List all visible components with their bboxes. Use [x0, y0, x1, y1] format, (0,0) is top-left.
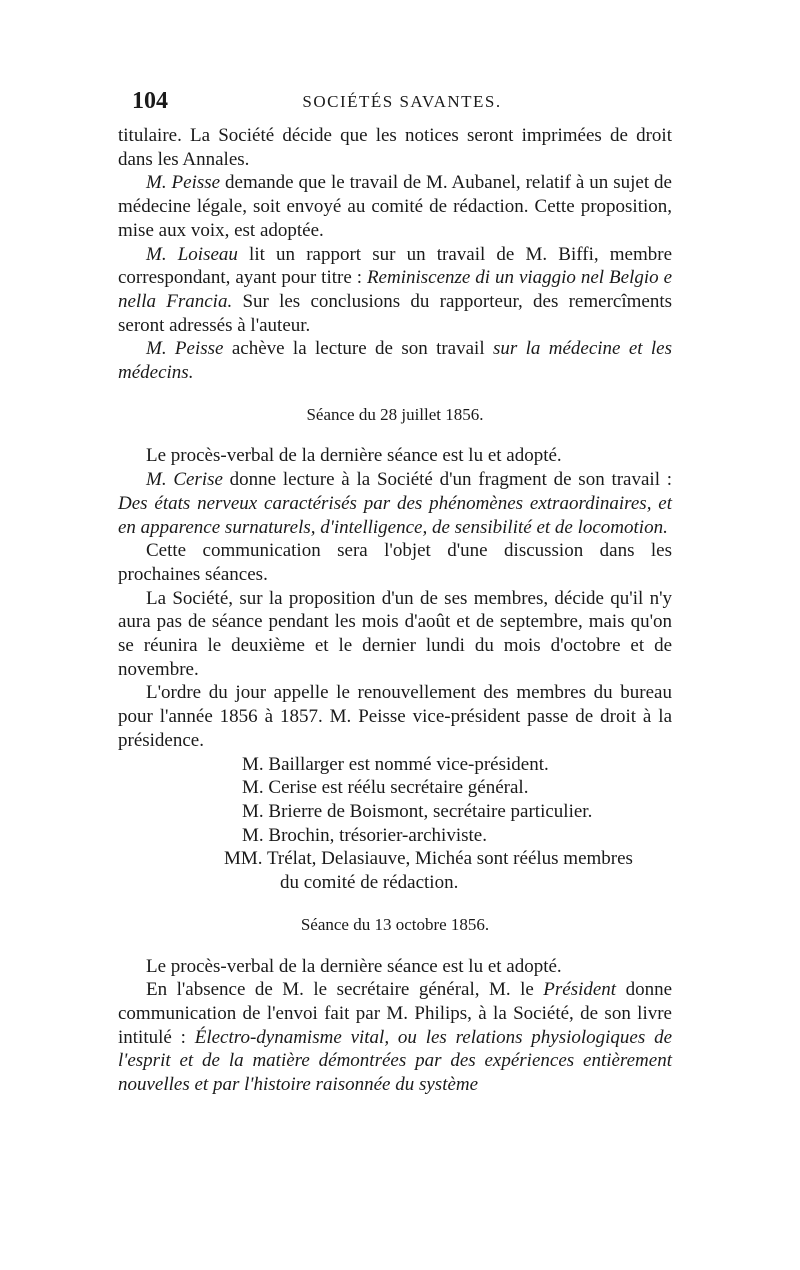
list-item: M. Baillarger est nommé vice-président.: [242, 753, 549, 775]
paragraph: titulaire. La Société décide que les notices seront imprimées de droit dans les Annales.: [118, 125, 672, 170]
paragraph: Cette communication sera l'objet d'une discussion dans les prochaines séances.: [118, 540, 672, 585]
list-item: [118, 847, 672, 894]
work-title: sur la médecine et les médecins.: [118, 338, 672, 384]
running-title: SOCIÉTÉS SAVANTES.: [302, 92, 502, 111]
paragraph-text: demande que le travail de M. Aubanel, relatif à un sujet de médecine légale, soit envoyé au comité de rédaction. Cette proposition, mise aux voix, est adoptée.: [118, 172, 672, 241]
paragraph: Le procès-verbal de la dernière séance est lu et adopté.: [146, 955, 562, 977]
section-heading: Séance du 13 octobre 1856.: [300, 914, 490, 934]
speaker-name: M. Cerise: [146, 469, 223, 491]
paragraph: La Société, sur la proposition d'un de ses membres, décide qu'il n'y aura pas de séance pendant les mois d'août et de septembre, mais qu'on se réunira le deuxième et le dernier lundi du mois d'octobre et de novembre.: [118, 587, 672, 680]
speaker-name: M. Peisse: [146, 338, 224, 360]
speaker-name: M. Loiseau: [146, 243, 238, 265]
section-heading: Séance du 28 juillet 1856.: [306, 404, 484, 424]
paragraph-text: Sur les conclusions du rapporteur, des remercîments seront adressés à l'auteur.: [118, 290, 672, 336]
paragraph-text: donne lecture à la Société d'un fragment de son travail :: [222, 469, 672, 491]
paragraph: [118, 171, 672, 242]
list-item-text: MM. Trélat, Delasiauve, Michéa sont réélus membres: [224, 848, 633, 870]
paragraph-text: achève la lecture de son travail: [223, 338, 493, 360]
list-item-continuation: du comité de rédaction.: [280, 872, 459, 894]
paragraph: [118, 243, 672, 338]
paragraph: [118, 468, 672, 539]
body-text: [118, 124, 672, 1097]
work-title: Reminiscenze di un viaggio nel Belgio e nella Francia.: [118, 267, 672, 312]
page-number: 104: [132, 88, 168, 114]
paragraph-text: donne communication de l'envoi fait par M. Philips, à la Société, de son livre intitulé :: [118, 979, 672, 1048]
speaker-name: Président: [543, 979, 617, 1001]
work-title: Des états nerveux caractérisés par des phénomènes extraordinaires, et en apparence surnaturels, d'intelligence, de sensibilité et de locomotion.: [118, 492, 672, 538]
list-item: M. Cerise est réélu secrétaire général.: [242, 777, 529, 799]
paragraph: L'ordre du jour appelle le renouvellement des membres du bureau pour l'année 1856 à 1857. M. Peisse vice-président passe de droit à la présidence.: [118, 682, 672, 751]
list-item: M. Brierre de Boismont, secrétaire particulier.: [242, 800, 593, 822]
paragraph: Le procès-verbal de la dernière séance est lu et adopté.: [146, 445, 562, 467]
paragraph: [118, 337, 672, 384]
paragraph-text: En l'absence de M. le secrétaire général, M. le: [146, 979, 544, 1001]
election-list: [118, 753, 672, 895]
paragraph-text: lit un rapport sur un travail de M. Biffi, membre correspondant, ayant pour titre :: [118, 243, 672, 289]
page-header: [132, 88, 672, 114]
paragraph: [118, 978, 672, 1097]
work-title: Électro-dynamisme vital, ou les relations physiologiques de l'esprit et de la matière démontrées par des expériences entièrement nouvelles et par l'histoire raisonnée du système: [118, 1026, 673, 1096]
list-item: M. Brochin, trésorier-archiviste.: [242, 824, 487, 846]
speaker-name: M. Peisse: [146, 172, 221, 194]
